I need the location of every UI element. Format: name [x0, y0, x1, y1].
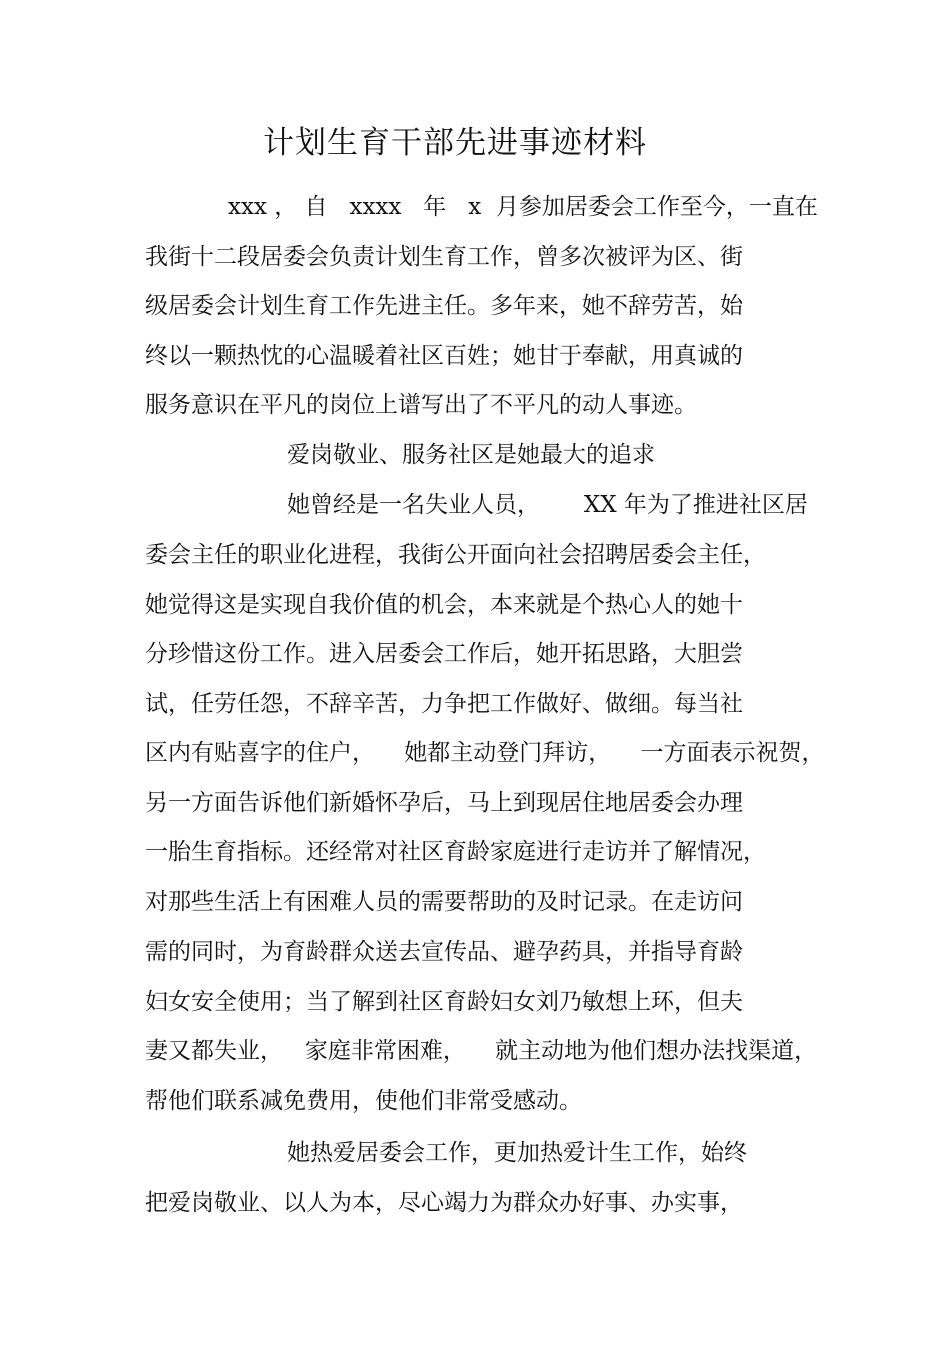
text-line: 级居委会计划生育工作先进主任。多年来，她不辞劳苦，始	[145, 293, 743, 319]
document-title: 计划生育干部先进事迹材料	[263, 125, 647, 161]
text-line: 一胎生育指标。还经常对社区育龄家庭进行走访并了解情况，	[145, 839, 766, 865]
text-line: 把爱岗敬业、以人为本，尽心竭力为群众办好事、办实事，	[145, 1190, 743, 1216]
text-line: 她觉得这是实现自我价值的机会，本来就是个热心人的她十	[145, 592, 743, 618]
text-line: 委会主任的职业化进程，我街公开面向社会招聘居委会主任，	[145, 542, 766, 568]
section-heading: 爱岗敬业、服务社区是她最大的追求	[287, 442, 655, 468]
text-line: 帮他们联系减免费用，使他们非常受感动。	[145, 1088, 582, 1114]
text-line: 服务意识在平凡的岗位上谱写出了不平凡的动人事迹。	[145, 392, 697, 418]
text-line: xxx ， 自 xxxx 年 x 月参加居委会工作至今，一直在	[228, 194, 818, 220]
text-line: 她热爱居委会工作，更加热爱计生工作，始终	[287, 1140, 747, 1166]
text-line: 妻又都失业， 家庭非常困难， 就主动地为他们想办法找渠道，	[145, 1038, 818, 1064]
text-line: 另一方面告诉他们新婚怀孕后，马上到现居住地居委会办理	[145, 790, 743, 816]
text-line: 妇女安全使用；当了解到社区育龄妇女刘乃敏想上环，但夫	[145, 989, 743, 1015]
text-line: 试，任劳任怨，不辞辛苦，力争把工作做好、做细。每当社	[145, 691, 743, 717]
text-line: 我街十二段居委会负责计划生育工作，曾多次被评为区、街	[145, 244, 743, 270]
text-line: 终以一颗热忱的心温暖着社区百姓；她甘于奉献，用真诚的	[145, 343, 743, 369]
text-line: 对那些生活上有困难人员的需要帮助的及时记录。在走访问	[145, 889, 743, 915]
text-line: 需的同时，为育龄群众送去宣传品、避孕药具，并指导育龄	[145, 939, 743, 965]
text-line: 分珍惜这份工作。进入居委会工作后，她开拓思路，大胆尝	[145, 641, 743, 667]
text-line: 她曾经是一名失业人员， XX 年为了推进社区居	[287, 492, 808, 518]
text-line: 区内有贴喜字的住户， 她都主动登门拜访， 一方面表示祝贺，	[145, 740, 825, 766]
